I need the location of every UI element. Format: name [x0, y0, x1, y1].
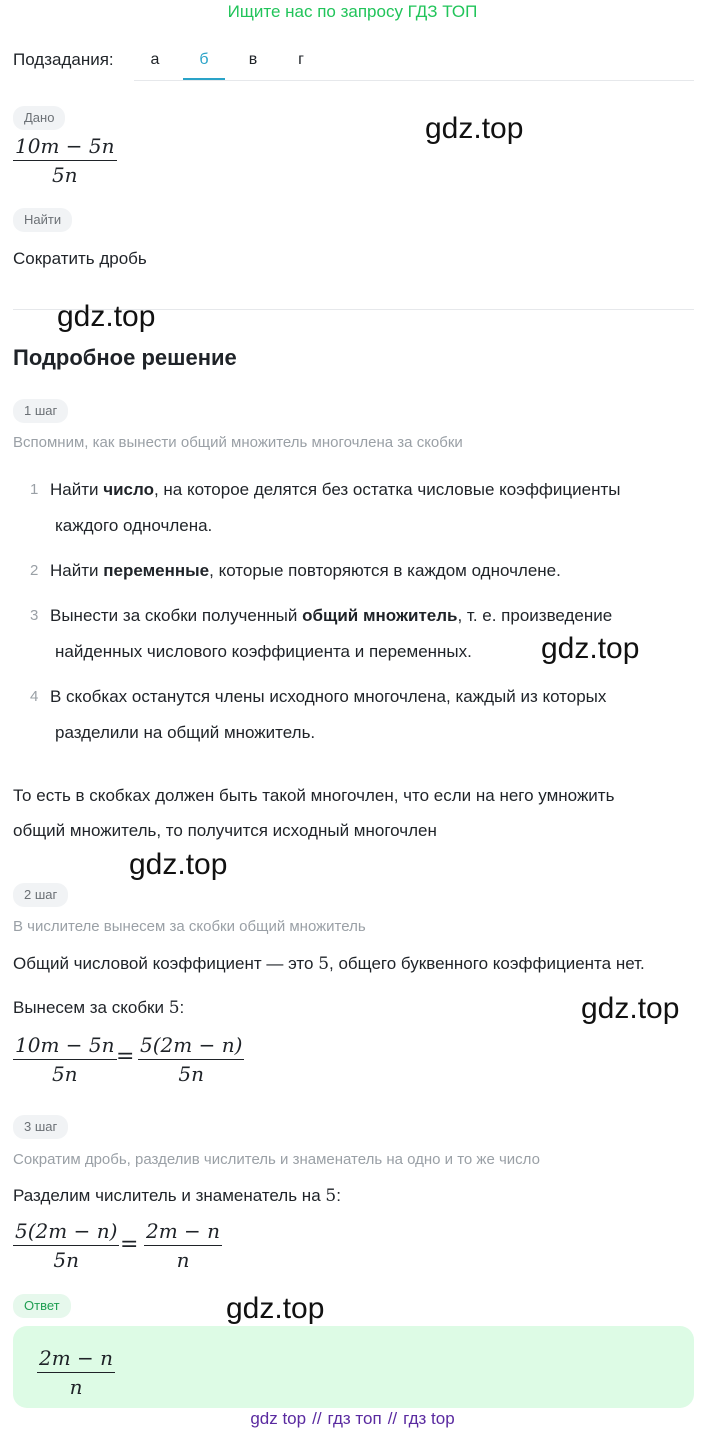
list-body [50, 472, 690, 544]
find-text: Сократить дробь [13, 249, 147, 268]
step2-line1-text: , общего буквенного коэффициента нет. [329, 954, 645, 973]
step2-lhs-denominator: 5n [51, 1062, 78, 1086]
answer-numerator: 2m − n [37, 1346, 115, 1373]
watermark: gdz.top [541, 632, 640, 665]
list-line2: каждого одночлена. [55, 516, 213, 535]
step3-line-text: Разделим числитель и знаменатель на [13, 1186, 326, 1205]
step2-rhs-denominator: 5n [178, 1062, 204, 1086]
step2-lhs-numerator: 10m − 5n [13, 1033, 117, 1060]
step2-pill: 2 шаг [13, 883, 68, 907]
answer-denominator: n [69, 1375, 83, 1399]
footer-links [0, 1409, 705, 1429]
step3-lhs-fraction [13, 1219, 119, 1272]
footer-link[interactable]: gdz top [250, 1409, 307, 1428]
equals-sign: = [120, 1232, 139, 1257]
list-text: В скобках останутся члены исходного многочлена, каждый из которых [50, 687, 607, 706]
step3-rhs-fraction [144, 1219, 222, 1272]
step2-rhs-fraction [138, 1033, 244, 1086]
list-text: , которые повторяются в каждом одночлене. [209, 561, 561, 580]
step3-line-text: : [336, 1186, 341, 1205]
step2-line2 [13, 996, 184, 1020]
watermark: gdz.top [57, 300, 156, 333]
list-text: , т. е. произведение [457, 606, 613, 625]
equals-sign: = [116, 1044, 135, 1069]
step3-lhs-denominator: 5n [53, 1248, 79, 1272]
watermark: gdz.top [425, 112, 524, 145]
step2-rhs-numerator: 5(2m − n) [138, 1033, 244, 1060]
search-banner: Ищите нас по запросу ГДЗ ТОП [227, 2, 478, 21]
section-title: Подробное решение [13, 345, 237, 370]
find-pill: Найти [13, 208, 72, 232]
list-bold: число [103, 480, 154, 499]
step2-line2-text: Вынесем за скобки [13, 998, 169, 1017]
footer-link[interactable]: гдз top [403, 1409, 455, 1428]
list-line2: разделили на общий множитель. [55, 723, 316, 742]
step2-line2-number: 5 [168, 998, 180, 1018]
watermark: gdz.top [129, 848, 228, 881]
list-number: 4 [30, 688, 39, 705]
answer-fraction [37, 1346, 115, 1399]
list-number: 3 [30, 607, 39, 624]
list-text: , на которое делятся без остатка числовые коэффициенты [153, 480, 621, 499]
list-number: 1 [30, 481, 39, 498]
step3-line-number: 5 [325, 1186, 337, 1206]
step2-line1-number: 5 [318, 954, 330, 974]
step1-summary-line2: общий множитель, то получится исходный многочлен [13, 821, 437, 840]
step3-rhs-numerator: 2m − n [144, 1219, 222, 1246]
watermark: gdz.top [581, 992, 680, 1025]
given-fraction [13, 134, 117, 187]
tab-v[interactable]: в [248, 51, 258, 68]
step2-lhs-fraction [13, 1033, 117, 1086]
tab-a[interactable]: а [150, 51, 160, 68]
list-body [50, 679, 690, 751]
tab-g[interactable]: г [298, 51, 304, 68]
step2-line1-text: Общий числовой коэффициент — это [13, 954, 319, 973]
step2-line2-text: : [179, 998, 185, 1017]
step3-rhs-denominator: n [176, 1248, 190, 1272]
step1-summary-line1: То есть в скобках должен быть такой многочлен, что если на него умножить [13, 786, 615, 805]
list-line2: найденных числового коэффициента и переменных. [55, 642, 472, 661]
step2-line1 [13, 952, 645, 976]
tab-b[interactable]: б [183, 40, 225, 80]
list-body [50, 553, 690, 589]
list-text: Найти [50, 561, 104, 580]
step1-pill: 1 шаг [13, 399, 68, 423]
footer-separator: // [387, 1409, 398, 1428]
list-number: 2 [30, 562, 39, 579]
answer-box [13, 1326, 694, 1408]
step3-lhs-numerator: 5(2m − n) [13, 1219, 119, 1246]
subtasks-label: Подзадания: [13, 50, 114, 69]
step3-hint: Сократим дробь, разделив числитель и знаменатель на одно и то же число [13, 1151, 540, 1168]
list-bold: общий множитель [302, 606, 458, 625]
watermark: gdz.top [226, 1292, 325, 1325]
subtasks-tabs [134, 40, 694, 81]
given-denominator: 5n [51, 163, 78, 187]
footer-link[interactable]: гдз топ [327, 1409, 382, 1428]
step3-pill: 3 шаг [13, 1115, 68, 1139]
footer-separator: // [312, 1409, 322, 1428]
list-text: Найти [50, 480, 104, 499]
answer-pill: Ответ [13, 1294, 71, 1318]
list-text: Вынести за скобки полученный [50, 606, 303, 625]
step3-line [13, 1184, 341, 1208]
given-numerator: 10m − 5n [13, 134, 117, 161]
list-bold: переменные [103, 561, 210, 580]
step2-hint: В числителе вынесем за скобки общий множитель [13, 918, 366, 935]
given-pill: Дано [13, 106, 65, 130]
step1-hint: Вспомним, как вынести общий множитель многочлена за скобки [13, 434, 463, 451]
